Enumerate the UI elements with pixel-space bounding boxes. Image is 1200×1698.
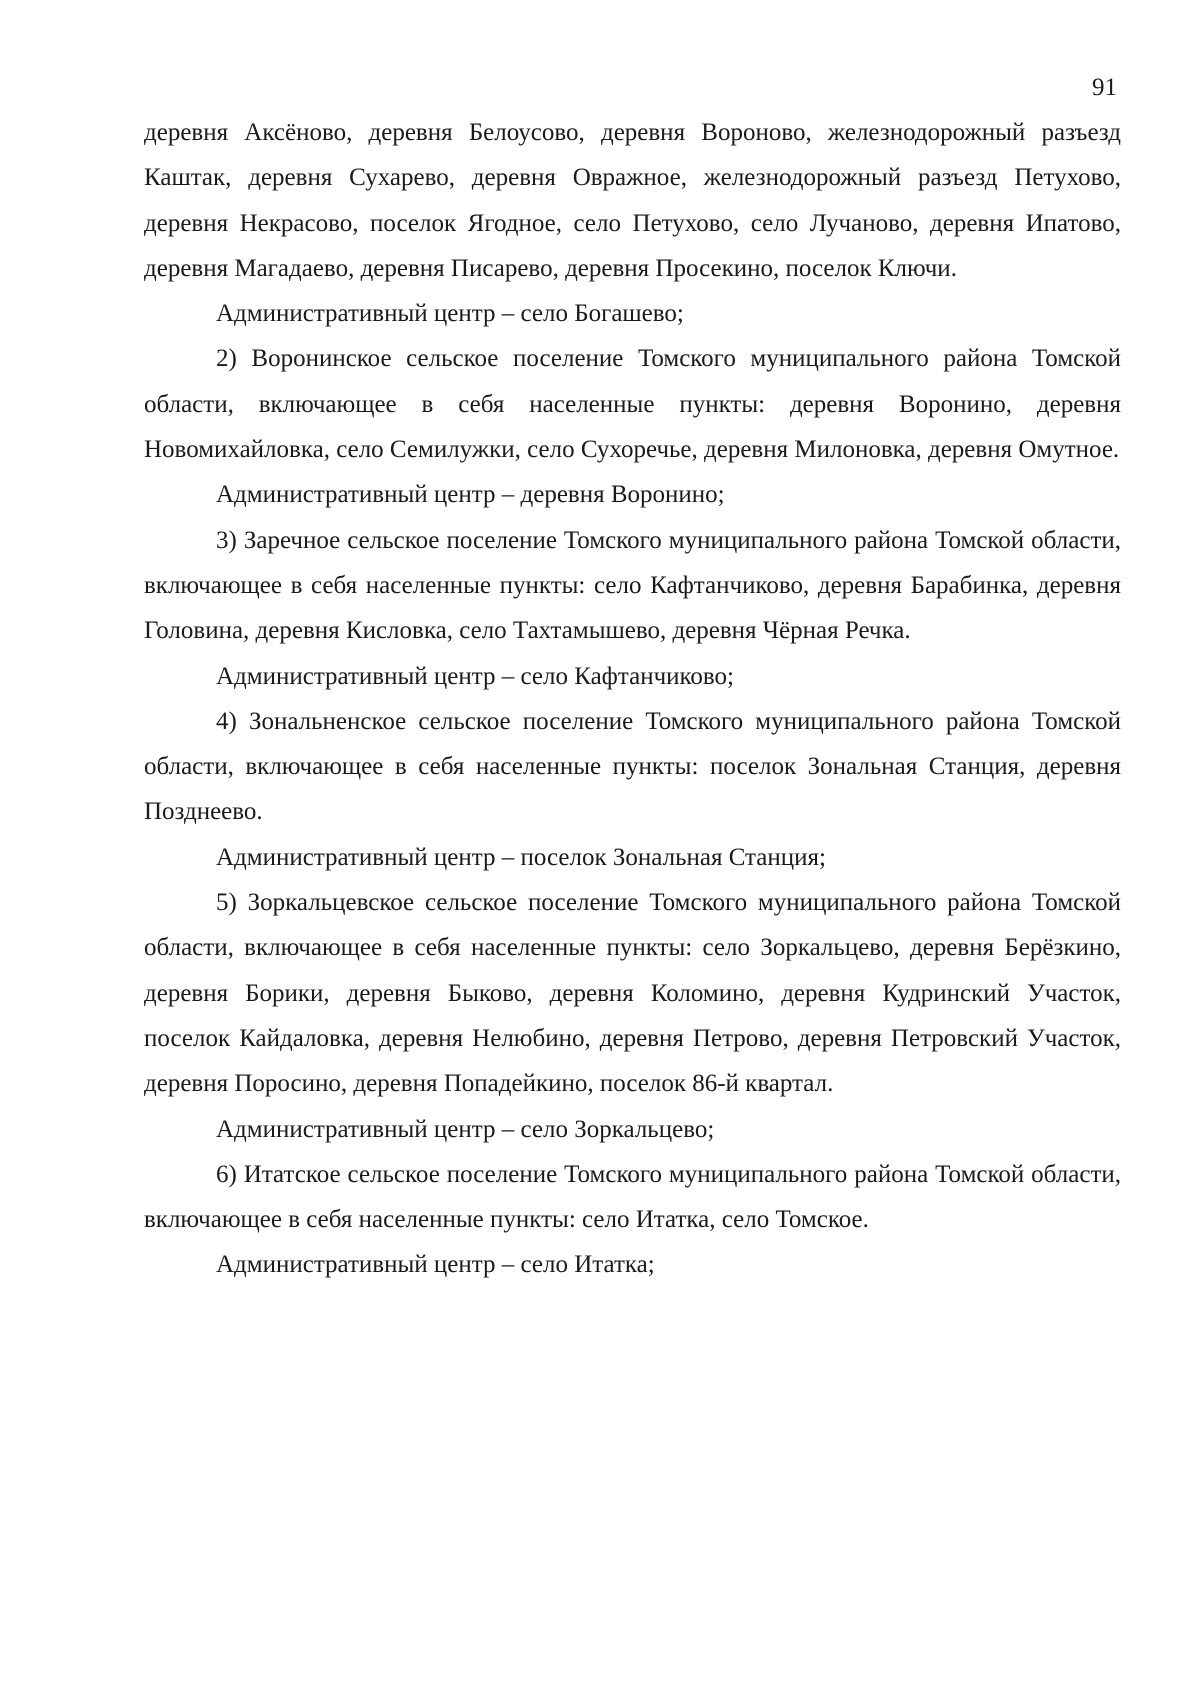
document-body [144,110,1121,1288]
paragraph-zonalnenskoe-settlement: 4) Зональненское сельское поселение Томского муниципального района Томской области, включающее в себя населенные пункты: поселок Зональная Станция, деревня Позднеево. [144,707,1121,826]
paragraph-admin-center-zorkaltsevo: Административный центр – село Зоркальцево; [216,1115,715,1143]
page-number: 91 [1092,74,1117,101]
paragraph-settlements-continued: деревня Аксёново, деревня Белоусово, деревня Вороново, железнодорожный разъезд Каштак, деревня Сухарево, деревня Овражное, железнодорожный разъезд Петухово, деревня Некрасово, поселок Ягодное, село Петухово, село Лучаново, деревня Ипатово, деревня Магадаево, деревня Писарево, деревня Просекино, поселок Ключи. [144,119,1121,282]
paragraph-admin-center-zonalnaya-stantsiya: Административный центр – поселок Зональная Станция; [216,843,826,871]
paragraph-zarechnoe-settlement: 3) Заречное сельское поселение Томского муниципального района Томской области, включающее в себя населенные пункты: село Кафтанчиково, деревня Барабинка, деревня Головина, деревня Кисловка, село Тахтамышево, деревня Чёрная Речка. [144,526,1121,645]
paragraph-admin-center-itatka: Административный центр – село Итатка; [216,1251,655,1279]
paragraph-admin-center-kaftanchikovo: Административный центр – село Кафтанчиково; [216,662,734,690]
paragraph-admin-center-bogashevo: Административный центр – село Богашево; [216,300,684,328]
paragraph-zorkaltsevskoe-settlement: 5) Зоркальцевское сельское поселение Томского муниципального района Томской области, включающее в себя населенные пункты: село Зоркальцево, деревня Берёзкино, деревня Борики, деревня Быково, деревня Коломино, деревня Кудринский Участок, поселок Кайдаловка, деревня Нелюбино, деревня Петрово, деревня Петровский Участок, деревня Поросино, деревня Попадейкино, поселок 86-й квартал. [144,889,1121,1098]
paragraph-admin-center-voronino: Административный центр – деревня Воронино; [216,481,725,509]
paragraph-itatskoe-settlement: 6) Итатское сельское поселение Томского муниципального района Томской области, включающее в себя населенные пункты: село Итатка, село Томское. [144,1160,1121,1234]
paragraph-voroninskoe-settlement: 2) Воронинское сельское поселение Томского муниципального района Томской области, включающее в себя населенные пункты: деревня Воронино, деревня Новомихайловка, село Семилужки, село Сухоречье, деревня Милоновка, деревня Омутное. [144,345,1121,464]
